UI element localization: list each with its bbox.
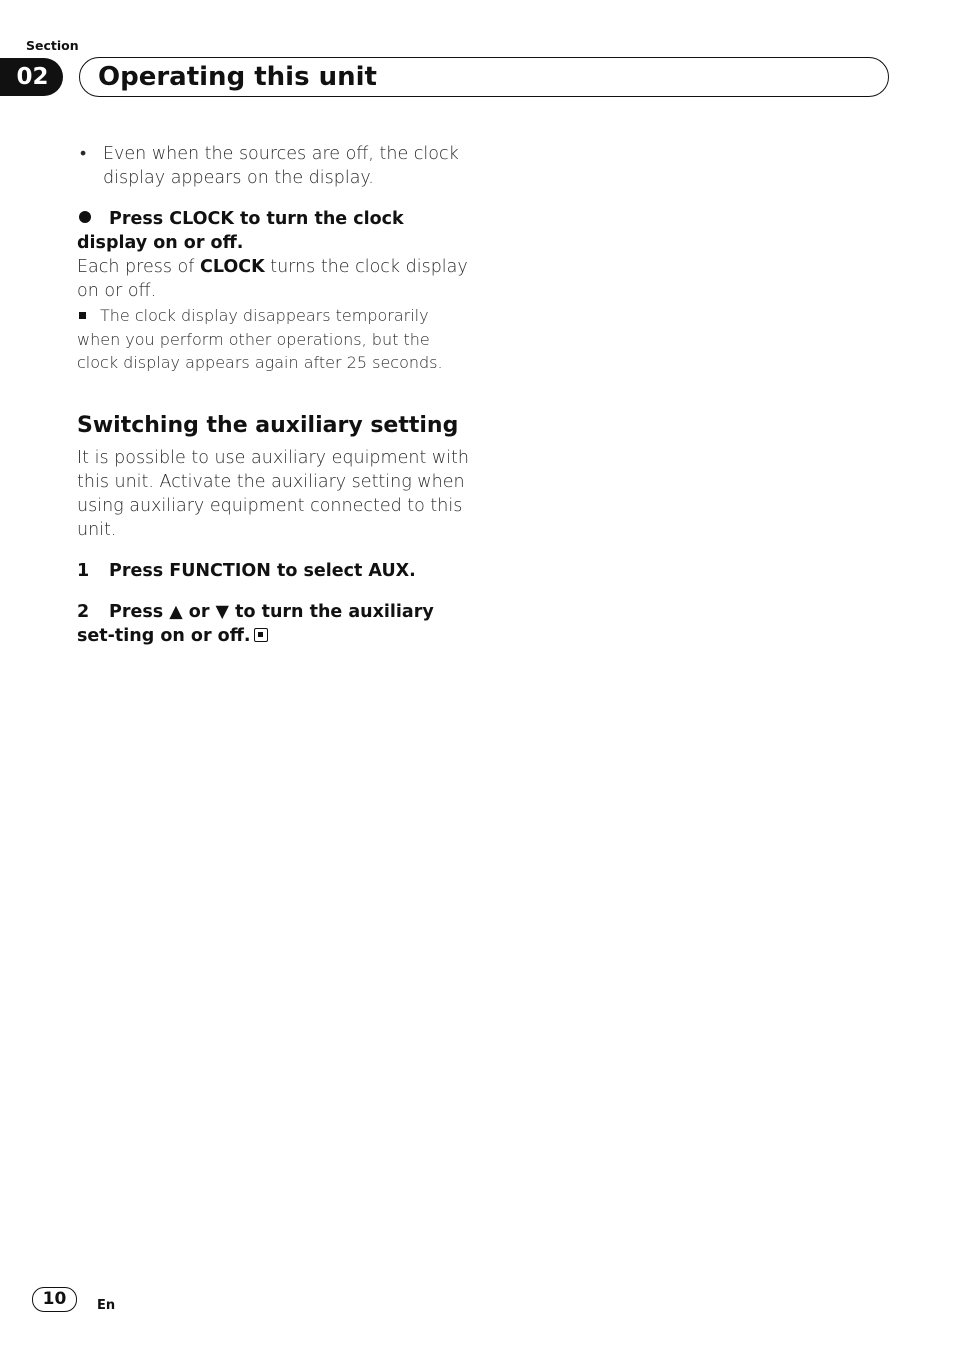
section-label: Section bbox=[26, 38, 79, 53]
page-number: 10 bbox=[32, 1287, 77, 1312]
step-number: 1 bbox=[77, 560, 90, 581]
filled-circle-icon bbox=[79, 211, 91, 223]
clock-step-heading bbox=[77, 207, 469, 255]
clock-body-suffix: turns the clock display on or off. bbox=[77, 257, 468, 301]
clock-step-heading-text: Press CLOCK to turn the clock display on or off. bbox=[77, 209, 404, 253]
aux-intro: It is possible to use auxiliary equipment with this unit. Activate the auxiliary setting when using auxiliary equipment connected to this unit. bbox=[77, 447, 469, 540]
clock-keyword: CLOCK bbox=[199, 257, 265, 277]
clock-note bbox=[77, 304, 469, 375]
language-label: En bbox=[97, 1298, 116, 1313]
step-text: Press FUNCTION to select AUX. bbox=[109, 560, 416, 581]
step-text: Press ▲ or ▼ to turn the auxiliary set-ting on or off. bbox=[77, 601, 434, 646]
end-of-section-icon bbox=[254, 628, 268, 642]
aux-step-1 bbox=[77, 559, 469, 583]
small-square-icon bbox=[79, 312, 86, 319]
step-number: 2 bbox=[77, 601, 90, 622]
aux-step-2 bbox=[77, 600, 469, 648]
content-column bbox=[77, 142, 469, 648]
clock-note-text: The clock display disappears temporarily when you perform other operations, but the clock display appears again after 25 seconds. bbox=[77, 306, 443, 372]
section-number-badge: 02 bbox=[0, 58, 63, 96]
bullet-text: Even when the sources are off, the clock display appears on the display. bbox=[103, 144, 459, 188]
aux-section-heading: Switching the auxiliary setting bbox=[77, 412, 459, 438]
page-title: Operating this unit bbox=[98, 62, 377, 92]
title-frame bbox=[79, 57, 889, 97]
bullet-list bbox=[77, 142, 469, 190]
bullet-glyph: • bbox=[80, 144, 87, 164]
list-item bbox=[77, 142, 469, 190]
clock-body-prefix: Each press of bbox=[77, 257, 200, 277]
clock-step-body bbox=[77, 255, 469, 303]
